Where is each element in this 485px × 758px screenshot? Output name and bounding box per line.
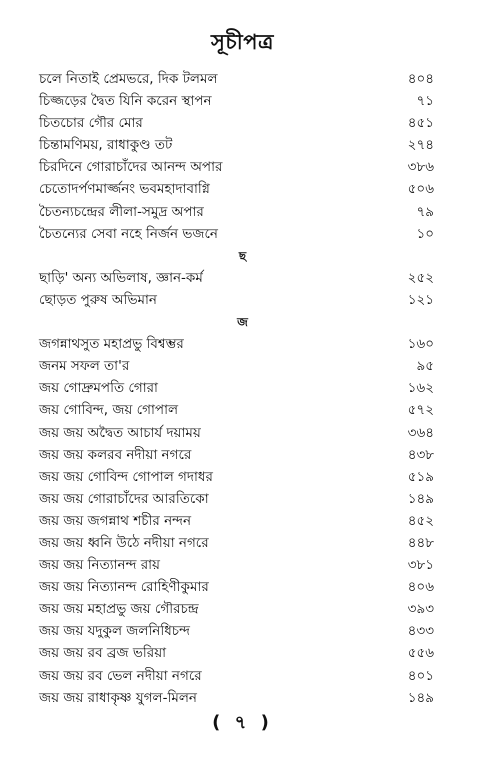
toc-entry: [0, 399, 485, 421]
toc-entry: [0, 90, 485, 112]
toc-entry-title: চৈতন্যের সেবা নহে নির্জন ভজনে: [39, 225, 218, 242]
toc-entry-title: চিতচোর গৌর মোর: [39, 115, 143, 132]
toc-entry: [0, 377, 485, 399]
toc-entry-page-number: ৫৫৬: [407, 645, 434, 662]
toc-entry: [0, 488, 485, 510]
toc-entry-title: জয় জয় গোরাচাঁদের আরতিকো: [39, 490, 209, 507]
toc-entry-page-number: ৪৪৮: [407, 534, 434, 551]
toc-entry-page-number: ৪০৬: [407, 579, 434, 596]
toc-entry-page-number: ১৪৯: [407, 490, 434, 507]
toc-entry: [0, 687, 485, 709]
table-of-contents: [0, 68, 485, 709]
toc-entry-page-number: ৪৫২: [407, 512, 434, 529]
section-heading-letter: জ: [237, 315, 248, 330]
page-title: সূচীপত্র: [211, 30, 274, 54]
toc-entry-title: চেতোদর্পণমার্জ্জনং ভবমহাদাবাগ্নি: [39, 181, 210, 198]
toc-entry-title: চিন্তামণিময়, রাধাকুণ্ড তট: [39, 137, 173, 154]
toc-entry: [0, 201, 485, 223]
toc-entry-page-number: ৩৯৩: [407, 601, 434, 618]
toc-entry: [0, 466, 485, 488]
page-number-footer: ( ৭ ): [212, 712, 273, 733]
toc-entry: [0, 267, 485, 289]
toc-entry: [0, 156, 485, 178]
toc-entry-page-number: ৩৮৬: [407, 159, 434, 176]
toc-entry-title: চিজ্জড়ের দ্বৈত যিনি করেন স্থাপন: [39, 93, 212, 110]
toc-entry-page-number: ৪৩৮: [407, 446, 434, 463]
toc-entry-title: জয় গোবিন্দ, জয় গোপাল: [39, 402, 179, 419]
toc-entry: [0, 620, 485, 642]
toc-entry-page-number: ৩৮১: [407, 557, 434, 574]
toc-entry-title: জয় জয় জগন্নাথ শচীর নন্দন: [39, 512, 192, 529]
toc-entry: [0, 554, 485, 576]
toc-entry-title: ছাড়ি' অন্য অভিলাষ, জ্ঞান-কর্ম: [39, 269, 203, 286]
toc-entry: [0, 355, 485, 377]
toc-entry-title: জয় জয় রব ব্রজ ভরিয়া: [39, 645, 167, 662]
toc-entry-title: জয় জয় রব ভেল নদীয়া নগরে: [39, 667, 202, 684]
toc-entry-title: জনম সফল তা'র: [39, 358, 130, 375]
section-heading-letter: ছ: [238, 248, 247, 263]
toc-entry: [0, 444, 485, 466]
toc-entry-page-number: ২৫২: [407, 269, 434, 286]
toc-entry-page-number: ১৬২: [407, 380, 434, 397]
toc-entry-title: জয় জয় যদুকুল জলনিধিচন্দ: [39, 623, 190, 640]
toc-entry-page-number: ১৪৯: [407, 689, 434, 706]
toc-entry-title: জগন্নাথসুত মহাপ্রভু বিশ্বম্ভর: [39, 336, 184, 353]
toc-entry-page-number: ৩৬৪: [407, 424, 434, 441]
toc-entry-title: জয় গোদ্রুমপতি গোরা: [39, 380, 158, 397]
toc-entry-title: জয় জয় রাধাকৃষ্ণ যুগল-মিলন: [39, 689, 197, 706]
toc-entry: [0, 134, 485, 156]
section-heading: [0, 311, 485, 333]
toc-entry-page-number: ৪৩৩: [407, 623, 434, 640]
toc-entry: [0, 422, 485, 444]
toc-entry: [0, 642, 485, 664]
toc-entry: [0, 68, 485, 90]
toc-entry-page-number: ১০: [416, 225, 434, 242]
toc-entry: [0, 510, 485, 532]
toc-entry-title: জয় জয় ধ্বনি উঠে নদীয়া নগরে: [39, 534, 209, 551]
toc-entry: [0, 289, 485, 311]
toc-entry: [0, 223, 485, 245]
toc-entry-page-number: ৭১: [416, 93, 434, 110]
toc-entry-title: চলে নিতাই প্রেমভরে, দিক টলমল: [39, 71, 218, 87]
toc-entry: [0, 178, 485, 200]
toc-entry-title: চিরদিনে গোরাচাঁদের আনন্দ অপার: [39, 159, 223, 176]
toc-entry: [0, 112, 485, 134]
toc-entry: [0, 532, 485, 554]
toc-entry-title: ছোড়ত পুরুষ অভিমান: [39, 291, 157, 308]
toc-entry: [0, 576, 485, 598]
toc-entry: [0, 598, 485, 620]
toc-entry-page-number: ৫৭২: [407, 402, 434, 419]
toc-entry-page-number: ৫০৬: [407, 181, 434, 198]
toc-entry-title: চৈতন্যচন্দ্রের লীলা-সমুদ্র অপার: [39, 203, 204, 220]
toc-entry: [0, 665, 485, 687]
toc-entry-page-number: ৪০১: [407, 667, 434, 684]
toc-entry-page-number: ৭৯: [416, 203, 434, 220]
toc-entry-title: জয় জয় অদ্বৈত আচার্য দয়াময়: [39, 424, 201, 441]
toc-entry-page-number: ৪০৪: [407, 71, 434, 87]
toc-entry-page-number: ৫১৯: [407, 468, 434, 485]
toc-entry-page-number: ১৬০: [407, 336, 434, 353]
toc-entry-title: জয় জয় গোবিন্দ গোপাল গদাধর: [39, 468, 213, 485]
toc-entry-title: জয় জয় নিত্যানন্দ রায়: [39, 557, 160, 574]
toc-entry-title: জয় জয় কলরব নদীয়া নগরে: [39, 446, 192, 463]
toc-entry-title: জয় জয় নিত্যানন্দ রোহিণীকুমার: [39, 579, 209, 596]
toc-entry-page-number: ১২১: [407, 291, 434, 308]
toc-entry-page-number: ২৭৪: [407, 137, 434, 154]
toc-entry-page-number: ৪৫১: [407, 115, 434, 132]
toc-entry-title: জয় জয় মহাপ্রভু জয় গৌরচন্দ্র: [39, 601, 199, 618]
toc-entry: [0, 333, 485, 355]
section-heading: [0, 245, 485, 267]
toc-entry-page-number: ৯৫: [416, 358, 434, 375]
